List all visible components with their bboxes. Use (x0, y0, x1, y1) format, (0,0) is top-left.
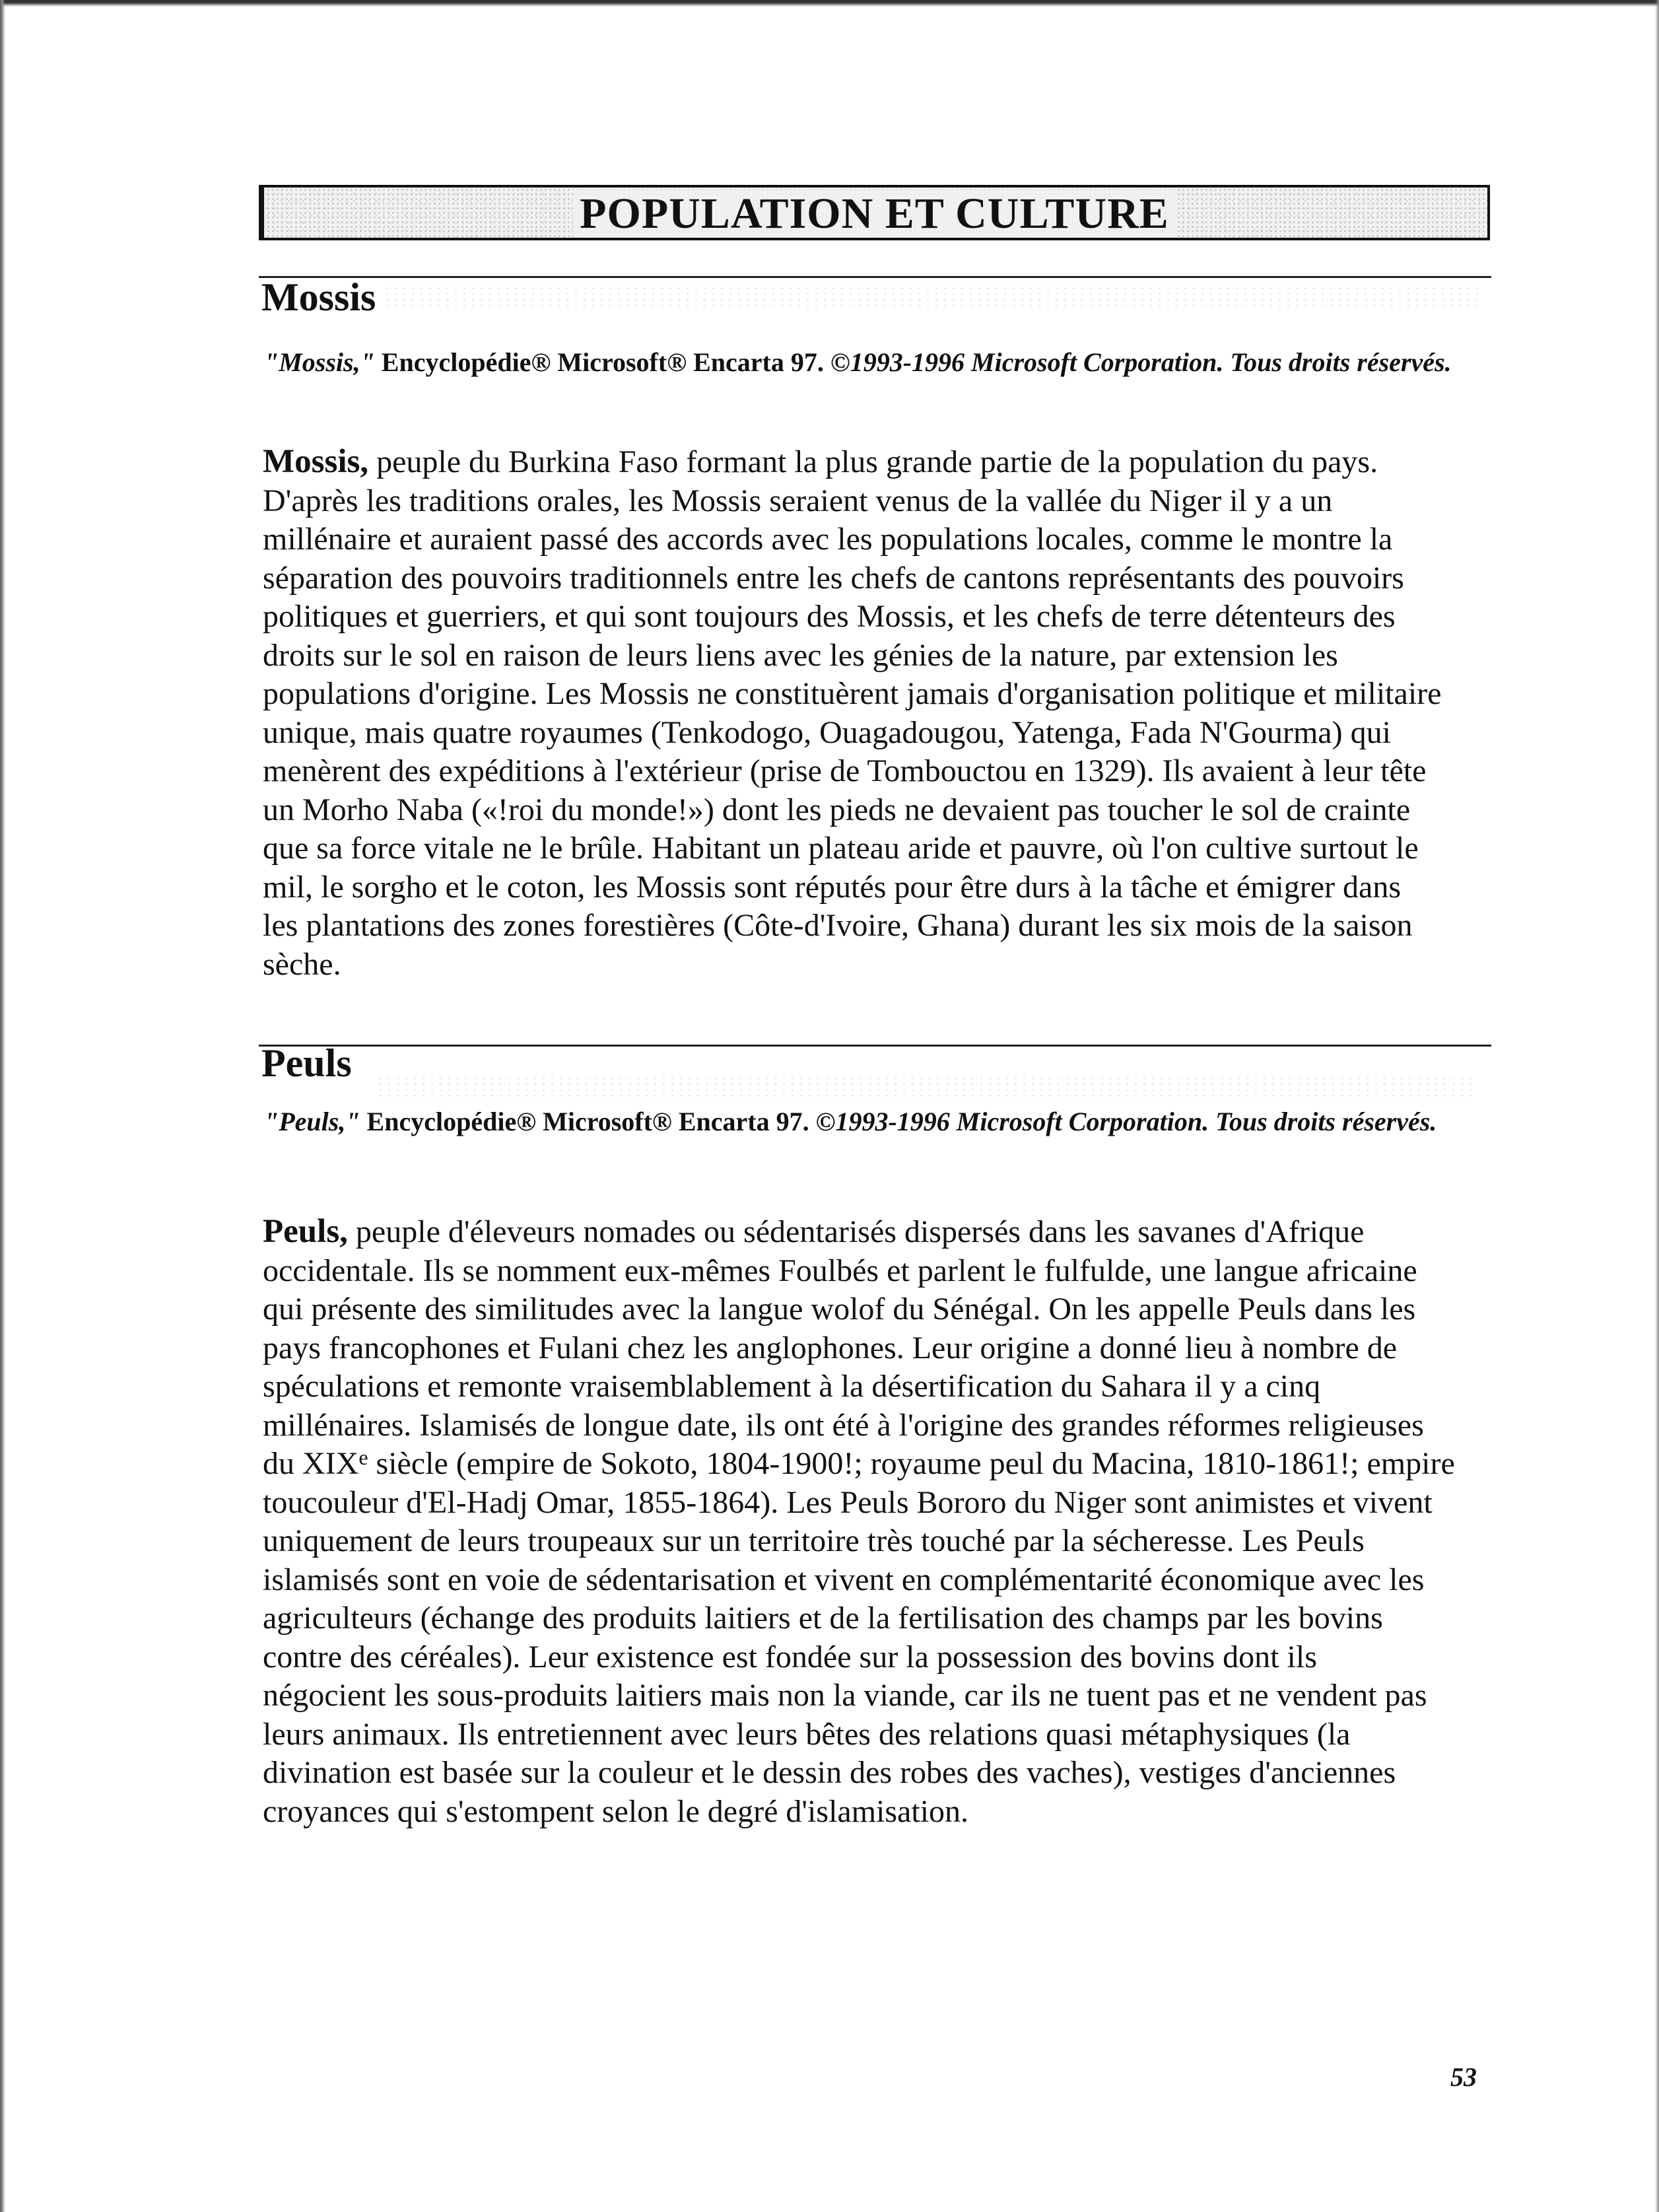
peuls-paragraph-part-1: peuple d'éleveurs nomades ou sédentarisés dispersés dans les savanes d'Afrique occidentale. Ils se nomment eux-mêmes Foulbés et parlent le fulfulde, une langue africaine qui présente des similitudes avec la langue wolof du Sénégal. On les appelle Peuls dans les pays francophones et Fulani chez les anglophones. Leur origine a donné lieu à nombre de spéculations et remonte vraisemblablement à la désertification du Sahara il y a cinq millénaires. Islamisés de longue date, ils ont été à l'origine des grandes réformes religieuses du XIX (263, 1214, 1424, 1481)
mossis-heading: Mossis (261, 275, 376, 319)
peuls-heading-rule (259, 1045, 1491, 1047)
peuls-citation-rights: ©1993-1996 Microsoft Corporation. Tous droits réservés. (815, 1107, 1437, 1136)
peuls-heading-speckle (376, 1075, 1472, 1099)
peuls-citation-title: "Peuls," (264, 1107, 360, 1136)
peuls-century-superscript: e (358, 1445, 368, 1469)
mossis-heading-rule (259, 276, 1491, 278)
mossis-citation (264, 343, 1479, 382)
banner-title (261, 188, 1487, 238)
mossis-heading-speckle (383, 285, 1479, 309)
peuls-article-body (263, 1212, 1476, 1831)
banner-title-text: POPULATION ET CULTURE (573, 190, 1176, 238)
mossis-article-body (263, 442, 1476, 984)
section-banner (259, 185, 1490, 240)
scan-top-edge (0, 0, 1659, 7)
peuls-heading: Peuls (261, 1041, 352, 1085)
scan-right-edge (1655, 0, 1659, 2212)
page-number: 53 (1450, 2062, 1477, 2092)
scan-left-edge (0, 0, 5, 2212)
mossis-citation-title: "Mossis," (264, 347, 375, 377)
peuls-paragraph-part-2: siècle (empire de Sokoto, 1804-1900!; royaume peul du Macina, 1810-1861!; empire toucouleur d'El-Hadj Omar, 1855-1864). Les Peuls Bororo du Niger sont animistes et vivent uniquement de leurs troupeaux sur un territoire très touché par la sécheresse. Les Peuls islamisés sont en voie de sédentarisation et vivent en complémentarité économique avec les agriculteurs (échange des produits laitiers et de la fertilisation des champs par les bovins contre des céréales). Leur existence est fondée sur la possession des bovins dont ils négocient les sous-produits laitiers mais non la viande, car ils ne tuent pas et ne vendent pas leurs animaux. Ils entretiennent avec leurs bêtes des relations quasi métaphysiques (la divination est basée sur la couleur et le dessin des robes des vaches), vestiges d'anciennes croyances qui s'estompent selon le degré d'islamisation. (263, 1446, 1455, 1829)
peuls-citation (264, 1103, 1479, 1141)
peuls-lead-word: Peuls, (263, 1213, 348, 1250)
mossis-paragraph: peuple du Burkina Faso formant la plus grande partie de la population du pays. D'après les traditions orales, les Mossis seraient venus de la vallée du Niger il y a un millénaire et auraient passé des accords avec les populations locales, comme le montre la séparation des pouvoirs traditionnels entre les chefs de cantons représentants des pouvoirs politiques et guerriers, et qui sont toujours des Mossis, et les chefs de terre détenteurs des droits sur le sol en raison de leurs liens avec les génies de la nature, par extension les populations d'origine. Les Mossis ne constituèrent jamais d'organisation politique et militaire unique, mais quatre royaumes (Tenkodogo, Ouagadougou, Yatenga, Fada N'Gourma) qui menèrent des expéditions à l'extérieur (prise de Tombouctou en 1329). Ils avaient à leur tête un Morho Naba («!roi du monde!») dont les pieds ne devaient pas toucher le sol de crainte que sa force vitale ne le brûle. Habitant un plateau aride et pauvre, où l'on cultive surtout le mil, le sorgho et le coton, les Mossis sont réputés pour être durs à la tâche et émigrer dans les plantations des zones forestières (Côte-d'Ivoire, Ghana) durant les six mois de la saison sèche. (263, 444, 1442, 982)
mossis-citation-rights: ©1993-1996 Microsoft Corporation. Tous droits réservés. (830, 347, 1452, 377)
mossis-citation-source: Encyclopédie® Microsoft® Encarta 97. (374, 347, 830, 377)
mossis-lead-word: Mossis, (263, 443, 369, 480)
peuls-citation-source: Encyclopédie® Microsoft® Encarta 97. (360, 1107, 816, 1136)
